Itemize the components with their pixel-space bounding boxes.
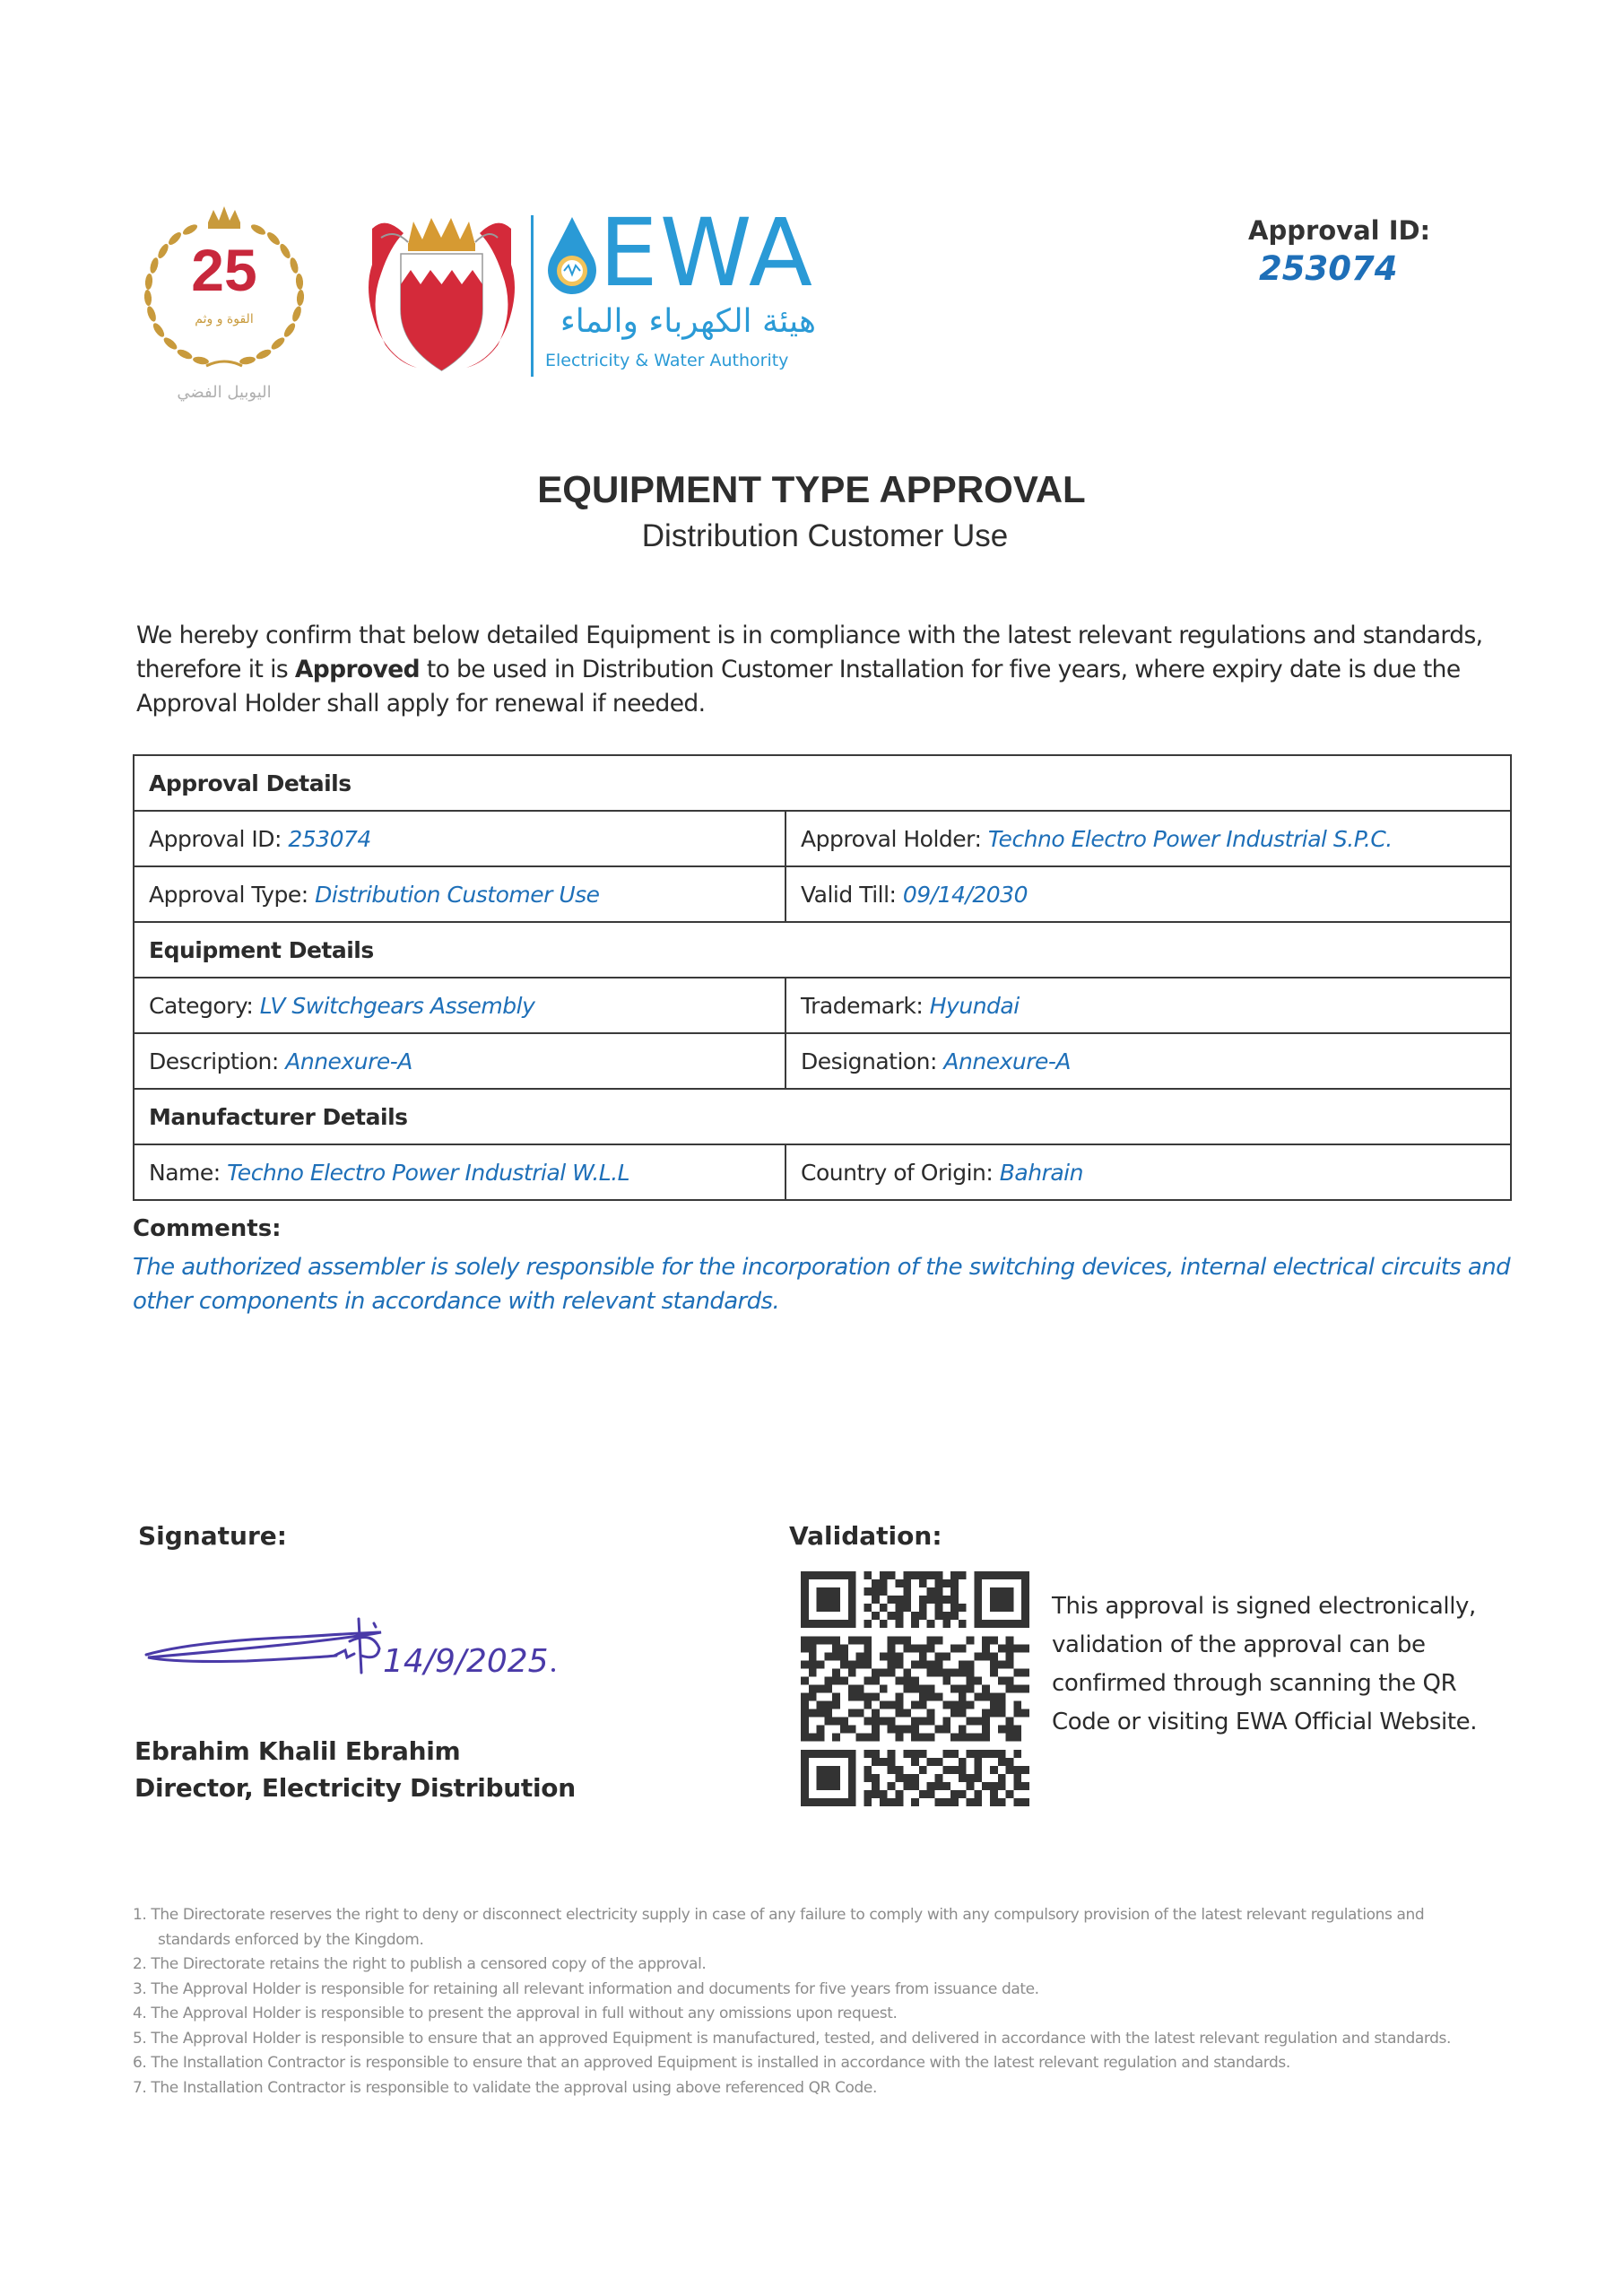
approval-details-table — [133, 754, 1512, 1201]
approved-emphasis: Approved — [294, 656, 420, 683]
field-label: Description: — [149, 1048, 286, 1074]
validation-text: This approval is signed electronically, validation of the approval can be confirmed through scanning the QR Code or visiting EWA Official Website. — [1052, 1593, 1478, 1735]
trademark-cell — [785, 978, 1511, 1033]
field-value: 09/14/2030 — [902, 881, 1028, 908]
signatory-name: Ebrahim Khalil Ebrahim — [135, 1736, 461, 1766]
approval-id-label: Approval ID: — [1248, 215, 1431, 246]
svg-text:25: 25 — [191, 237, 257, 303]
water-drop-icon — [545, 215, 599, 294]
signature-label: Signature: — [138, 1521, 287, 1551]
handwritten-signature — [139, 1605, 587, 1695]
manufacturer-details-heading: Manufacturer Details — [134, 1089, 1511, 1144]
silver-jubilee-logo — [135, 204, 314, 411]
term-item: 1. The Directorate reserves the right to deny or disconnect electricity supply in case of any failure to comply with any compulsory provision of the latest relevant regulations and standards enforced by the Kingdom. — [133, 1906, 1425, 1949]
field-value: 253074 — [288, 825, 371, 852]
term-item: 4. The Approval Holder is responsible to present the approval in full without any omissions upon request. — [133, 2005, 898, 2022]
logo-divider — [531, 215, 534, 377]
country-of-origin-cell — [785, 1144, 1511, 1200]
approval-holder-cell — [785, 811, 1511, 866]
field-value: Distribution Customer Use — [315, 881, 600, 908]
table-row — [134, 978, 1511, 1033]
svg-text:اليوبيل الفضي: اليوبيل الفضي — [177, 383, 272, 402]
term-item: 7. The Installation Contractor is responsible to validate the approval using above referenced QR Code. — [133, 2078, 877, 2097]
field-value: Techno Electro Power Industrial S.P.C. — [987, 825, 1393, 852]
terms-list — [133, 1903, 1478, 2100]
intro-text-1: We hereby confirm that below detailed Equipment is in compliance with the latest relevant regulations and standards, therefore it is — [136, 622, 1483, 683]
term-item: 6. The Installation Contractor is responsible to ensure that an approved Equipment is installed in accordance with the latest relevant regulation and standards. — [133, 2054, 1290, 2072]
approval-type-cell — [134, 866, 785, 922]
field-value: Techno Electro Power Industrial W.L.L — [227, 1159, 630, 1186]
term-item: 5. The Approval Holder is responsible to ensure that an approved Equipment is manufactured, tested, and delivered in accordance with the latest relevant regulation and standards. — [133, 2029, 1452, 2048]
approval-details-heading: Approval Details — [134, 755, 1511, 811]
field-label: Valid Till: — [801, 881, 903, 908]
document-subtitle: Distribution Customer Use — [641, 518, 1009, 553]
field-value: Annexure-A — [285, 1048, 412, 1074]
ewa-english-name: Electricity & Water Authority — [545, 351, 789, 370]
field-label: Designation: — [801, 1048, 944, 1074]
field-value: Bahrain — [999, 1159, 1083, 1186]
field-label: Category: — [149, 992, 260, 1019]
signatory — [135, 1733, 576, 1806]
description-cell — [134, 1033, 785, 1089]
validation-label: Validation: — [789, 1521, 942, 1551]
table-row — [134, 866, 1511, 922]
field-value: Hyundai — [929, 992, 1020, 1019]
valid-till-cell — [785, 866, 1511, 922]
laurel-wreath-icon — [135, 204, 314, 411]
term-item: 2. The Directorate retains the right to publish a censored copy of the approval. — [133, 1955, 707, 1973]
comments-label: Comments: — [133, 1215, 282, 1242]
field-label: Trademark: — [801, 992, 930, 1019]
field-value: LV Switchgears Assembly — [259, 992, 535, 1019]
ewa-logo — [545, 198, 832, 382]
approval-id-value: 253074 — [1259, 249, 1398, 288]
signature-icon — [139, 1605, 587, 1695]
approval-id-cell — [134, 811, 785, 866]
intro-text-2: to be used in Distribution Customer Installation for five years, where expiry date is due the Approval Holder shall apply for renewal if needed. — [136, 656, 1461, 718]
field-value: Annexure-A — [943, 1048, 1072, 1074]
field-label: Approval Type: — [149, 881, 316, 908]
table-row — [134, 1033, 1511, 1089]
section-row — [134, 1089, 1511, 1144]
manufacturer-name-cell — [134, 1144, 785, 1200]
intro-paragraph — [136, 619, 1508, 721]
field-label: Country of Origin: — [801, 1159, 1000, 1186]
category-cell — [134, 978, 785, 1033]
ewa-arabic-name: هيئة الكهرباء والماء — [560, 303, 816, 340]
field-label: Approval ID: — [149, 825, 289, 852]
designation-cell — [785, 1033, 1511, 1089]
table-row — [134, 1144, 1511, 1200]
ewa-acronym: EWA — [599, 198, 814, 308]
svg-text:القوة و وثم: القوة و وثم — [195, 312, 254, 326]
term-item: 3. The Approval Holder is responsible for retaining all relevant information and documents for five years from issuance date. — [133, 1979, 1039, 1998]
qr-code-icon[interactable] — [801, 1571, 1029, 1806]
section-row — [134, 922, 1511, 978]
comments-text: The authorized assembler is solely responsible for the incorporation of the switching devices, internal electrical circuits and other components in accordance with relevant standards. — [133, 1254, 1511, 1315]
bahrain-coat-of-arms-icon — [363, 211, 520, 377]
signatory-title: Director, Electricity Distribution — [135, 1773, 576, 1803]
field-label: Name: — [149, 1159, 228, 1186]
table-row — [134, 811, 1511, 866]
svg-text:14/9/2025: 14/9/2025 — [383, 1643, 549, 1680]
document-title: EQUIPMENT TYPE APPROVAL — [537, 468, 1086, 510]
equipment-details-heading: Equipment Details — [134, 922, 1511, 978]
section-row — [134, 755, 1511, 811]
field-label: Approval Holder: — [801, 825, 988, 852]
